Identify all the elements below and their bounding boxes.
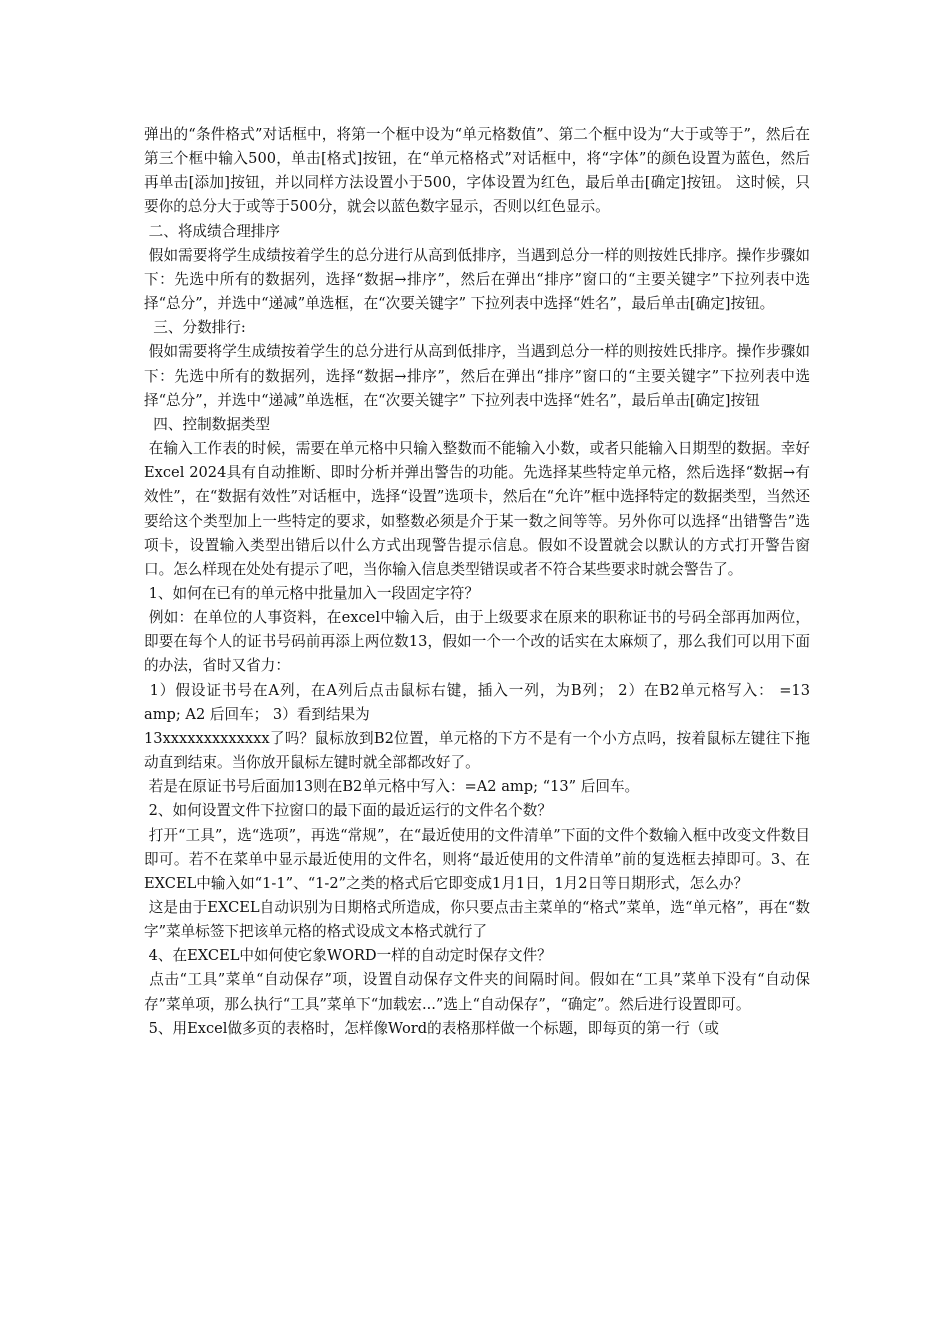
heading-score-ranking: 三、分数排行:	[144, 319, 246, 337]
paragraph-example: 例如：在单位的人事资料，在excel中输入后，由于上级要求在原来的职称证书的号码全部再加两位，即要在每个人的证书号码前再添上两位数13，假如一个一个改的话实在太麻烦了，那么我们可以用下面的办法，省时又省力：	[144, 609, 810, 675]
paragraph-date-format: 这是由于EXCEL自动识别为日期格式所造成，你只要点击主菜单的“格式”菜单，选“单元格”，再在“数字”菜单标签下把该单元格的格式设成文本格式就行了	[144, 899, 810, 941]
paragraph-data-type: 在输入工作表的时候，需要在单元格中只输入整数而不能输入小数，或者只能输入日期型的数据。幸好Excel 2024具有自动推断、即时分析并弹出警告的功能。先选择某些特定单元格，然后选择“数据→有效性”，在“数据有效性”对话框中，选择“设置”选项卡，然后在“允许”框中选择特定的数据类型，当然还要给这个类型加上一些特定的要求，如整数必须是介于某一数之间等等。另外你可以选择“出错警告”选项卡，设置输入类型出错后以什么方式出现警告提示信息。假如不设置就会以默认的方式打开警告窗口。怎么样现在处处有提示了吧，当你输入信息类型错误或者不符合某些要求时就会警告了。	[144, 440, 810, 578]
question-4: 4、在EXCEL中如何使它象WORD一样的自动定时保存文件？	[144, 947, 552, 965]
question-2: 2、如何设置文件下拉窗口的最下面的最近运行的文件名个数？	[144, 802, 552, 820]
paragraph-score-ranking: 假如需要将学生成绩按着学生的总分进行从高到低排序，当遇到总分一样的则按姓氏排序。操作步骤如下：先选中所有的数据列，选择“数据→排序”，然后在弹出“排序”窗口的“主要关键字”下拉列表中选择“总分”，并选中“递减”单选框，在“次要关键字” 下拉列表中选择“姓名”，最后单击[确定]按钮	[144, 343, 810, 409]
heading-sort-scores: 二、将成绩合理排序	[144, 222, 280, 240]
question-1: 1、如何在已有的单元格中批量加入一段固定字符？	[144, 584, 479, 602]
document-body	[144, 123, 815, 1041]
paragraph-autosave: 点击“工具”菜单“自动保存”项，设置自动保存文件夹的间隔时间。假如在“工具”菜单下没有“自动保存”菜单项，那么执行“工具”菜单下“加载宏...”选上“自动保存”，“确定”。然后进行设置即可。	[144, 971, 811, 1013]
paragraph-recent-files: 打开“工具”，选“选项”，再选“常规”，在“最近使用的文件清单”下面的文件个数输入框中改变文件数目即可。若不在菜单中显示最近使用的文件名，则将“最近使用的文件清单”前的复选框去掉即可。3、在EXCEL中输入如“1-1”、“1-2”之类的格式后它即变成1月1日，1月2日等日期形式，怎么办？	[144, 826, 810, 892]
paragraph-suffix: 若是在原证书号后面加13则在B2单元格中写入：=A2 amp; “13” 后回车。	[144, 778, 640, 796]
paragraph-conditional-format: 弹出的“条件格式”对话框中，将第一个框中设为“单元格数值”、第二个框中设为“大于或等于”，然后在第三个框中输入500，单击[格式]按钮，在“单元格格式”对话框中，将“字体”的颜色设置为蓝色，然后再单击[添加]按钮，并以同样方法设置小于500，字体设置为红色，最后单击[确定]按钮。 这时候，只要你的总分大于或等于500分，就会以蓝色数字显示，否则以红色显示。	[144, 126, 810, 216]
paragraph-steps: 1）假设证书号在A列，在A列后点击鼠标右键，插入一列，为B列； 2）在B2单元格写入： =13 amp; A2 后回车； 3）看到结果为	[144, 681, 815, 723]
paragraph-sort-scores: 假如需要将学生成绩按着学生的总分进行从高到低排序，当遇到总分一样的则按姓氏排序。操作步骤如下：先选中所有的数据列，选择“数据→排序”，然后在弹出“排序”窗口的“主要关键字”下拉列表中选择“总分”，并选中“递减”单选框，在“次要关键字” 下拉列表中选择“姓名”，最后单击[确定]按钮。	[144, 246, 810, 313]
question-5: 5、用Excel做多页的表格时，怎样像Word的表格那样做一个标题，即每页的第一行（或	[144, 1019, 719, 1037]
paragraph-result: 13xxxxxxxxxxxxx了吗？鼠标放到B2位置，单元格的下方不是有一个小方点吗，按着鼠标左键往下拖动直到结束。当你放开鼠标左键时就全部都改好了。	[144, 729, 810, 772]
heading-data-type: 四、控制数据类型	[144, 415, 271, 433]
